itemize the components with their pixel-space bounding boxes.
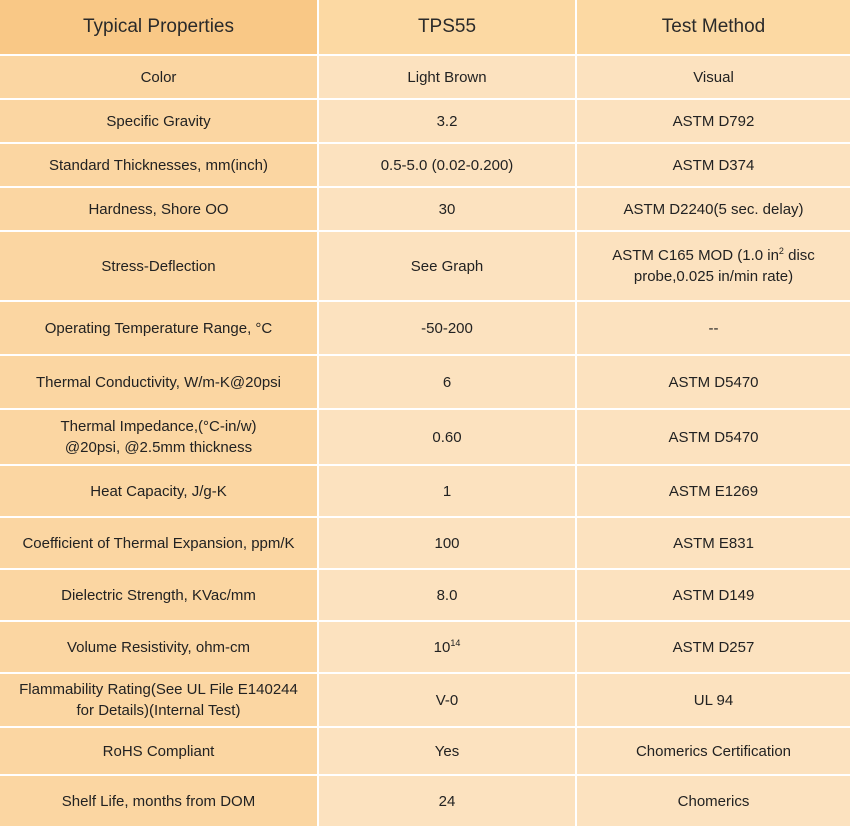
property-cell: Dielectric Strength, KVac/mm: [0, 569, 318, 621]
table-row-standard-thicknesses: [0, 143, 850, 187]
property-cell: Color: [0, 55, 318, 99]
table-row-operating-temperature: [0, 301, 850, 355]
value-cell: 1: [318, 465, 576, 517]
superscript: 2: [778, 246, 784, 256]
table-row-heat-capacity: [0, 465, 850, 517]
property-cell: Flammability Rating(See UL File E140244 for Details)(Internal Test): [0, 673, 318, 727]
value-cell: 0.60: [318, 409, 576, 465]
superscript: 14: [450, 637, 461, 648]
method-line-2: probe,0.025 in/min rate): [633, 268, 794, 285]
table-row-stress-deflection: [0, 231, 850, 301]
method-cell: ASTM D5470: [576, 409, 850, 465]
method-cell: [576, 231, 850, 301]
property-cell: Operating Temperature Range, °C: [0, 301, 318, 355]
value-cell: 8.0: [318, 569, 576, 621]
method-cell: Chomerics Certification: [576, 727, 850, 775]
method-cell: ASTM D2240(5 sec. delay): [576, 187, 850, 231]
table-row-color: [0, 55, 850, 99]
table-row-specific-gravity: [0, 99, 850, 143]
property-cell: Shelf Life, months from DOM: [0, 775, 318, 827]
table-row-thermal-conductivity: [0, 355, 850, 409]
method-line-1: ASTM C165 MOD (1.0 $in^2$ disc: [612, 246, 815, 264]
method-cell: ASTM D5470: [576, 355, 850, 409]
property-cell: Hardness, Shore OO: [0, 187, 318, 231]
property-cell: Heat Capacity, J/g-K: [0, 465, 318, 517]
method-cell: Visual: [576, 55, 850, 99]
value-cell: See Graph: [318, 231, 576, 301]
method-cell: ASTM E1269: [576, 465, 850, 517]
method-cell: ASTM D792: [576, 99, 850, 143]
table-row-thermal-impedance: [0, 409, 850, 465]
property-cell: Standard Thicknesses, mm(inch): [0, 143, 318, 187]
value-cell: 100: [318, 517, 576, 569]
method-cell: ASTM D374: [576, 143, 850, 187]
method-cell: --: [576, 301, 850, 355]
property-cell: Volume Resistivity, ohm-cm: [0, 621, 318, 673]
method-cell: ASTM D149: [576, 569, 850, 621]
table-row-shelf-life: [0, 775, 850, 827]
table-row-thermal-expansion: [0, 517, 850, 569]
property-cell: Stress-Deflection: [0, 231, 318, 301]
method-cell: Chomerics: [576, 775, 850, 827]
header-test-method: Test Method: [576, 0, 850, 55]
table-row-flammability: [0, 673, 850, 727]
property-cell: RoHS Compliant: [0, 727, 318, 775]
value-cell: 3.2: [318, 99, 576, 143]
header-row: [0, 0, 850, 55]
value-cell: $10^{14}$: [318, 621, 576, 673]
table-row-rohs: [0, 727, 850, 775]
value-cell: Yes: [318, 727, 576, 775]
header-typical-properties: Typical Properties: [0, 0, 318, 55]
value-cell: 30: [318, 187, 576, 231]
property-cell: Thermal Conductivity, W/m-K@20psi: [0, 355, 318, 409]
property-cell: Thermal Impedance,(°C-in/w) @20psi, @2.5mm thickness: [0, 409, 318, 465]
value-cell: 0.5-5.0 (0.02-0.200): [318, 143, 576, 187]
value-cell: V-0: [318, 673, 576, 727]
value-cell: 24: [318, 775, 576, 827]
table-row-volume-resistivity: [0, 621, 850, 673]
property-cell: Coefficient of Thermal Expansion, ppm/K: [0, 517, 318, 569]
method-cell: ASTM E831: [576, 517, 850, 569]
method-cell: UL 94: [576, 673, 850, 727]
table-row-dielectric-strength: [0, 569, 850, 621]
method-cell: ASTM D257: [576, 621, 850, 673]
property-cell: Specific Gravity: [0, 99, 318, 143]
value-cell: Light Brown: [318, 55, 576, 99]
value-cell: 6: [318, 355, 576, 409]
value-cell: -50-200: [318, 301, 576, 355]
table-row-hardness: [0, 187, 850, 231]
header-tps55: TPS55: [318, 0, 576, 55]
